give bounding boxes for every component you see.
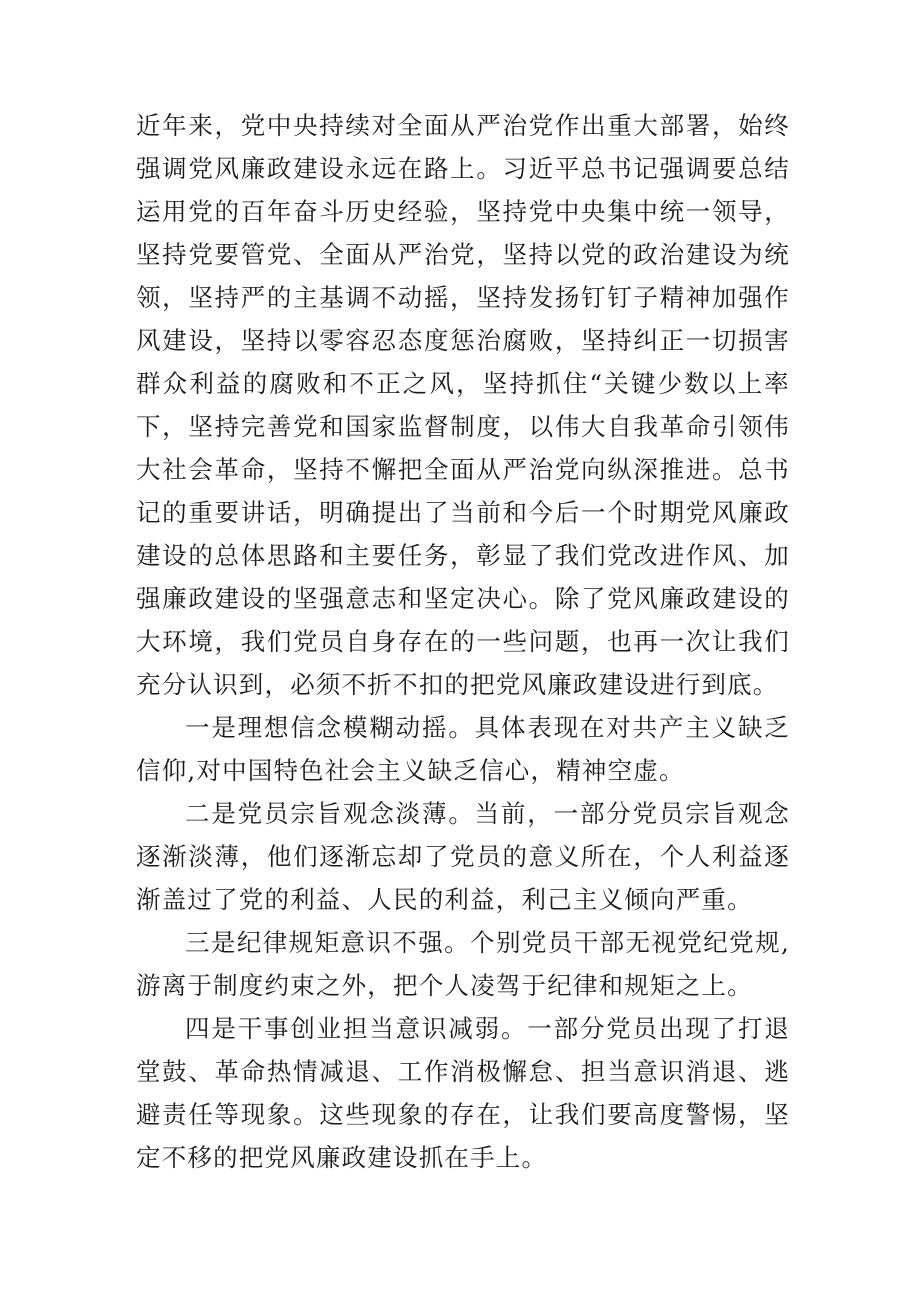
paragraph-point-three: 三是纪律规矩意识不强。个别党员干部无视党纪党规,游离于制度约束之外，把个人凌驾于纪律和规矩之上。: [136, 928, 790, 1000]
paragraph-point-two: 二是党员宗旨观念淡薄。当前，一部分党员宗旨观念逐渐淡薄，他们逐渐忘却了党员的意义所在，个人利益逐渐盖过了党的利益、人民的利益，利己主义倾向严重。: [136, 799, 790, 914]
paragraph-point-one: 一是理想信念模糊动摇。具体表现在对共产主义缺乏信仰,对中国特色社会主义缺乏信心，精神空虚。: [136, 713, 790, 785]
paragraph-intro: 近年来，党中央持续对全面从严治党作出重大部署，始终强调党风廉政建设永远在路上。习近平总书记强调要总结运用党的百年奋斗历史经验，坚持党中央集中统一领导，坚持党要管党、全面从严治党，坚持以党的政治建设为统领，坚持严的主基调不动摇，坚持发扬钉钉子精神加强作风建设，坚持以零容忍态度惩治腐败，坚持纠正一切损害群众利益的腐败和不正之风，坚持抓住“关键少数以上率下，坚持完善党和国家监督制度，以伟大自我革命引领伟大社会革命，坚持不懈把全面从严治党向纵深推进。总书记的重要讲话，明确提出了当前和今后一个时期党风廉政建设的总体思路和主要任务，彰显了我们党改进作风、加强廉政建设的坚强意志和坚定决心。除了党风廉政建设的大环境，我们党员自身存在的一些问题，也再一次让我们充分认识到，必须不折不扣的把党风廉政建设进行到底。: [136, 111, 790, 699]
paragraph-point-four: 四是干事创业担当意识减弱。一部分党员出现了打退堂鼓、革命热情减退、工作消极懈怠、担当意识消退、逃避责任等现象。这些现象的存在，让我们要高度警惕，坚定不移的把党风廉政建设抓在手上。: [136, 1014, 790, 1172]
document-body: [136, 104, 790, 1179]
